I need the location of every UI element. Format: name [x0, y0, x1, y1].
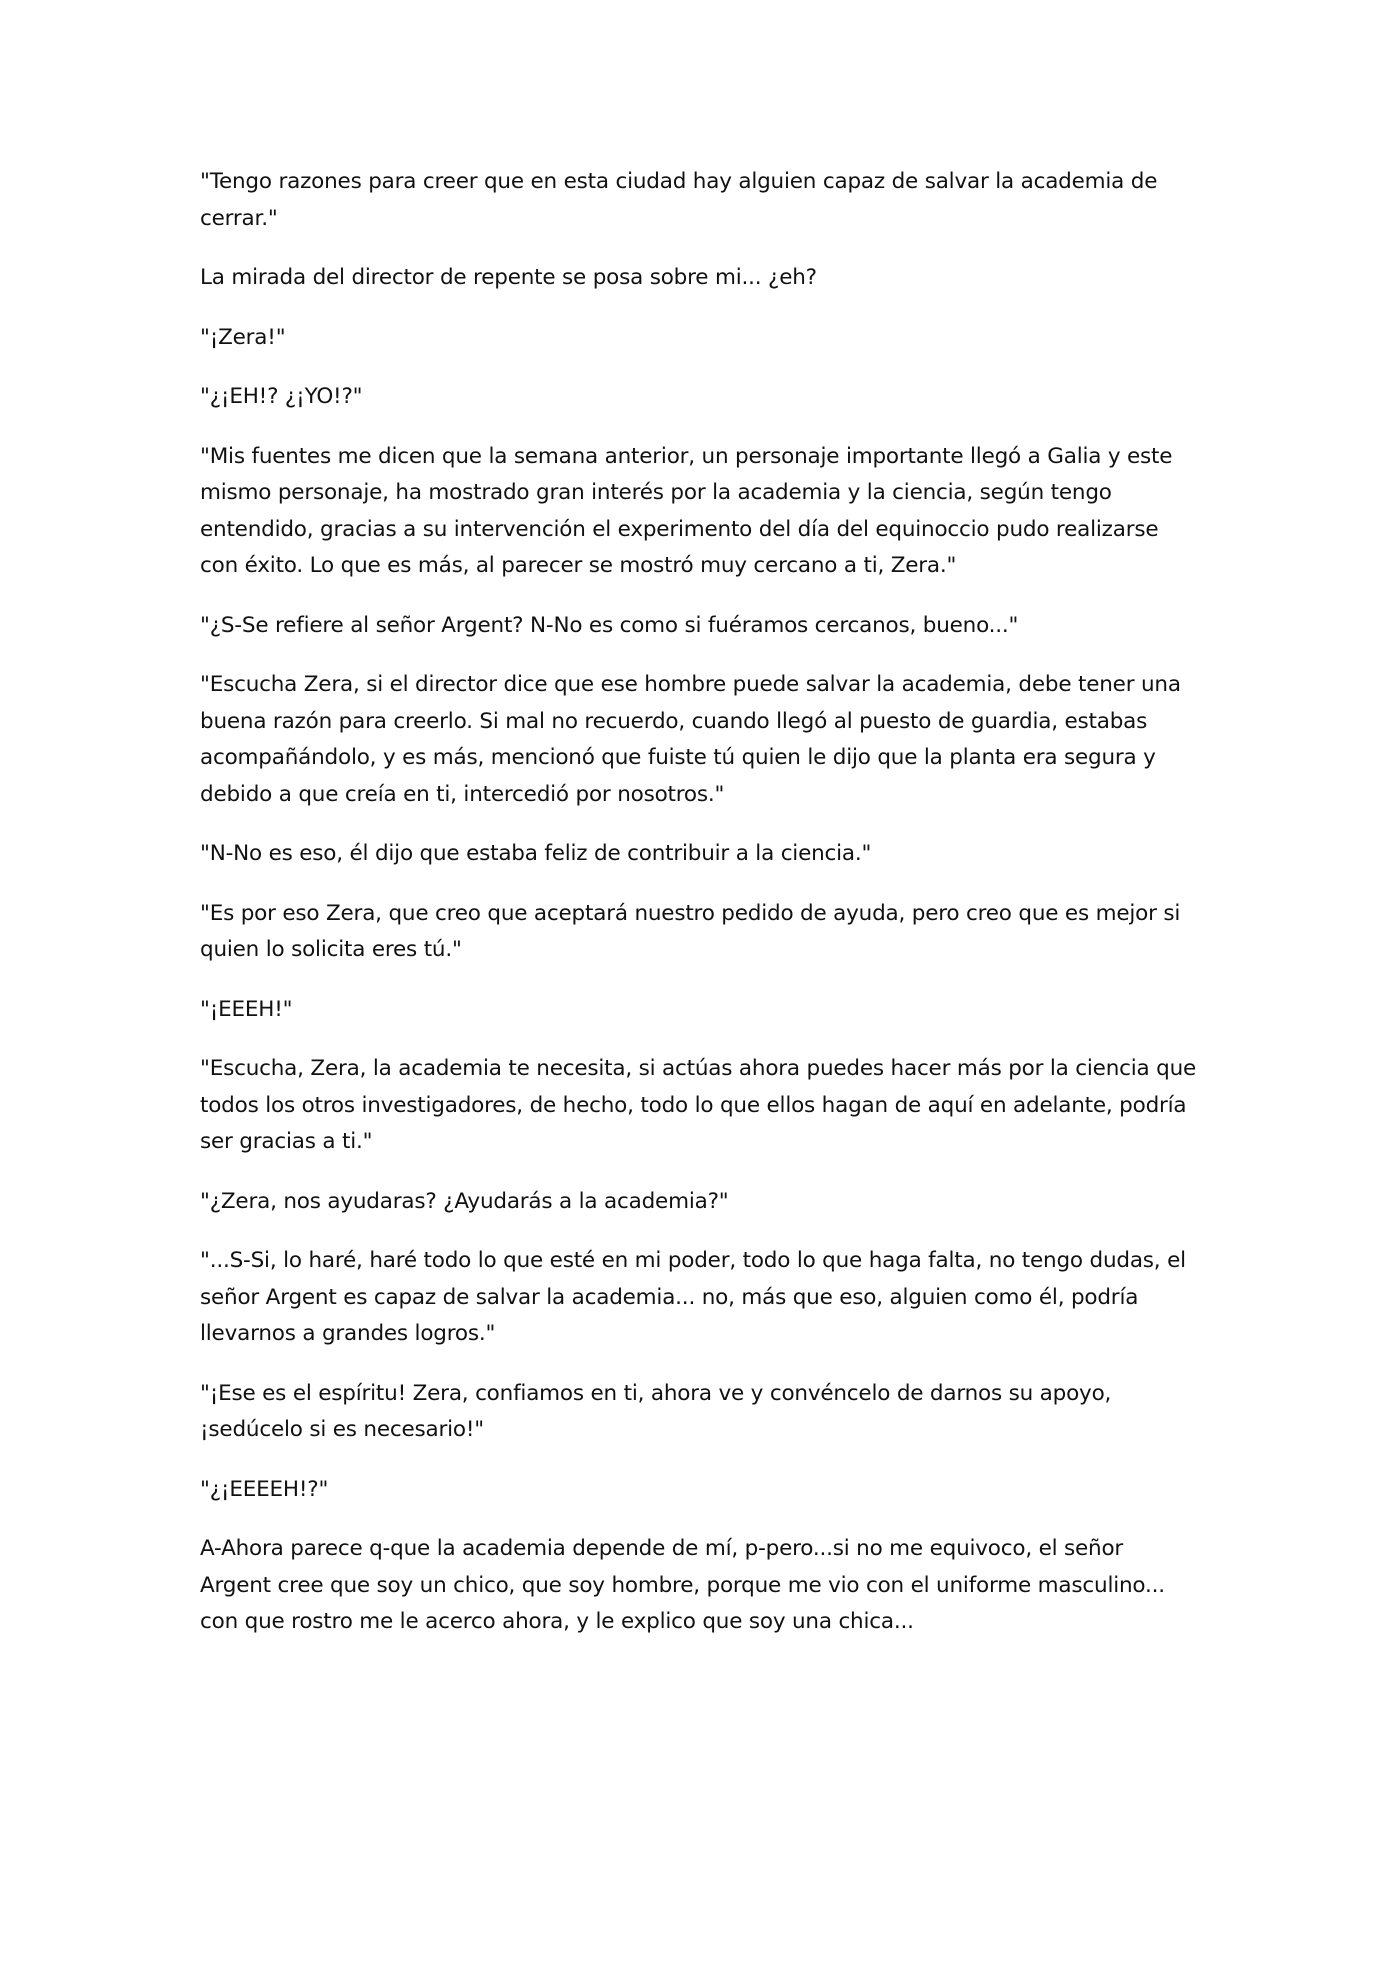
paragraph-15: "¿¡EEEEH!?" — [200, 1476, 329, 1502]
document-page — [200, 164, 1200, 1664]
paragraph-4: "¿¡EH!? ¿¡YO!?" — [200, 384, 363, 409]
paragraph-5: "Mis fuentes me dicen que la semana anterior, un personaje importante llegó a Galia y este mismo personaje, ha mostrado gran interés por la academia y la ciencia, según tengo entendido, gracias a su intervención el experimento del día del equinoccio pudo realizarse con éxito. Lo que es más, al parecer se mostró muy cercano a ti, Zera." — [200, 443, 1173, 578]
paragraph-10: "¡EEEH!" — [200, 996, 293, 1022]
paragraph-11: "Escucha, Zera, la academia te necesita, si actúas ahora puedes hacer más por la ciencia que todos los otros investigadores, de hecho, todo lo que ellos hagan de aquí en adelante, podría ser gracias a ti." — [200, 1056, 1197, 1154]
paragraph-14: "¡Ese es el espíritu! Zera, confiamos en ti, ahora ve y convéncelo de darnos su apoyo, ¡sedúcelo si es necesario!" — [200, 1380, 1112, 1442]
paragraph-12: "¿Zera, nos ayudaras? ¿Ayudarás a la academia?" — [200, 1188, 729, 1214]
paragraph-3: "¡Zera!" — [200, 324, 286, 350]
paragraph-13: "...S-Si, lo haré, haré todo lo que esté en mi poder, todo lo que haga falta, no tengo dudas, el señor Argent es capaz de salvar la academia... no, más que eso, alguien como él, podría llevarnos a grandes logros." — [200, 1248, 1186, 1346]
paragraph-2: La mirada del director de repente se posa sobre mi... ¿eh? — [200, 265, 817, 290]
paragraph-8: "N-No es eso, él dijo que estaba feliz de contribuir a la ciencia." — [200, 841, 872, 866]
paragraph-9: "Es por eso Zera, que creo que aceptará nuestro pedido de ayuda, pero creo que es mejor si quien lo solicita eres tú." — [200, 900, 1181, 962]
paragraph-6: "¿S-Se refiere al señor Argent? N-No es como si fuéramos cercanos, bueno..." — [200, 612, 1019, 638]
paragraph-16: A-Ahora parece q-que la academia depende de mí, p-pero...si no me equivoco, el señor Argent cree que soy un chico, que soy hombre, porque me vio con el uniforme masculino... con que rostro me le acerco ahora, y le explico que soy una chica... — [200, 1536, 1165, 1634]
paragraph-7: "Escucha Zera, si el director dice que ese hombre puede salvar la academia, debe tener una buena razón para creerlo. Si mal no recuerdo, cuando llegó al puesto de guardia, estabas acompañándolo, y es más, mencionó que fuiste tú quien le dijo que la planta era segura y debido a que creía en ti, intercedió por nosotros." — [200, 672, 1181, 807]
paragraph-1: "Tengo razones para creer que en esta ciudad hay alguien capaz de salvar la academia de cerrar." — [200, 169, 1158, 231]
